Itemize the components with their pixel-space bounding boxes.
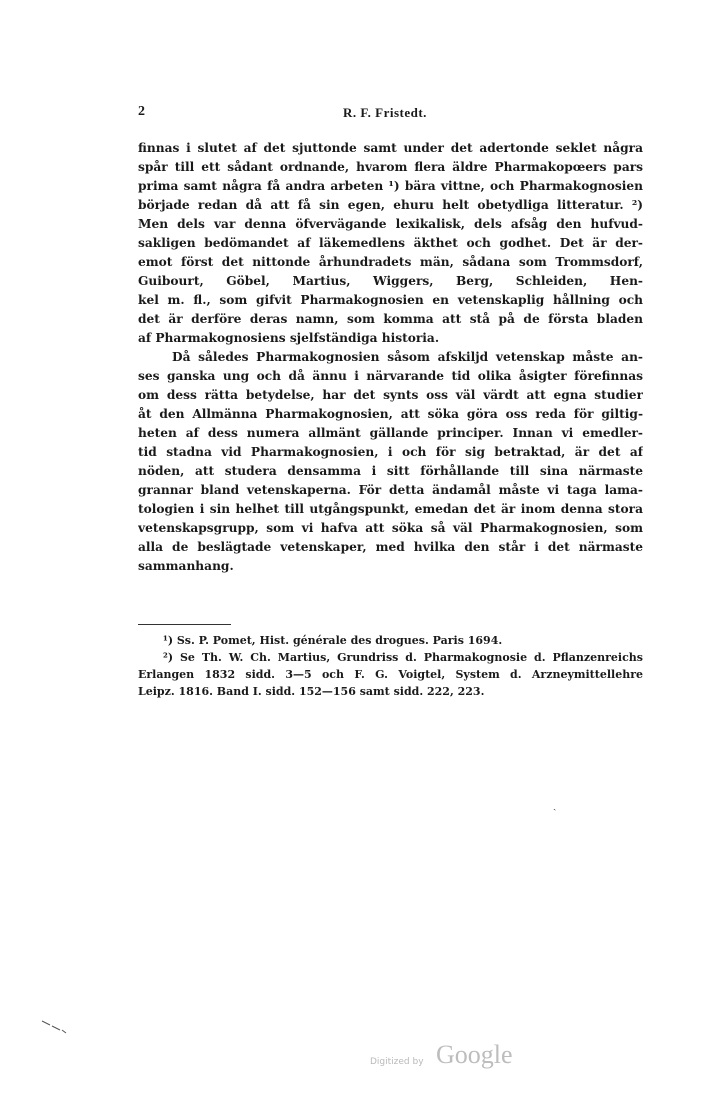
text-line: tologien i sin helhet till utgångspunkt, emedan det är inom denna stora [138, 502, 643, 516]
text-line: Då således Pharmakognosien såsom afskiljd vetenskap måste an- [172, 350, 643, 364]
stray-ink-mark: ˎ [553, 800, 557, 811]
footnote-2-continuation: Erlangen 1832 sidd. 3—5 och F. G. Voigtel, System d. Arzneymittellehre [138, 668, 643, 681]
footnote-2-continuation: Leipz. 1816. Band I. sidd. 152—156 samt sidd. 222, 223. [138, 685, 485, 698]
footnote-2: ²) Se Th. W. Ch. Martius, Grundriss d. Pharmakognosie d. Pflanzenreichs [163, 651, 643, 664]
running-head-author: R. F. Fristedt. [343, 105, 427, 120]
text-line: började redan då att få sin egen, ehuru helt obetydliga litteratur. ²) [138, 198, 643, 212]
text-line: om dess rätta betydelse, har det synts oss väl värdt att egna studier [138, 388, 643, 402]
watermark-prefix: Digitized by [370, 1057, 424, 1067]
text-line: finnas i slutet af det sjuttonde samt under det adertonde seklet några [138, 141, 643, 155]
text-line: kel m. fl., som gifvit Pharmakognosien en vetenskaplig hållning och [138, 293, 643, 307]
text-line: Guibourt, Göbel, Martius, Wiggers, Berg, Schleiden, Hen- [138, 274, 643, 288]
body-text [138, 139, 643, 576]
text-line: af Pharmakognosiens sjelfständiga historia. [138, 331, 440, 345]
text-line: tid stadna vid Pharmakognosien, i och för sig betraktad, är det af [138, 445, 643, 459]
text-line: emot först det nittonde århundradets män, sådana som Trommsdorf, [138, 255, 643, 269]
footnote-1: ¹) Ss. P. Pomet, Hist. générale des drogues. Paris 1694. [163, 634, 503, 647]
running-head [138, 104, 643, 124]
digitized-by-google-watermark [370, 1040, 530, 1080]
text-line: alla de beslägtade vetenskaper, med hvilka den står i det närmaste [138, 540, 643, 554]
footnotes [138, 632, 643, 700]
text-line: prima samt några få andra arbeten ¹) bära vittne, och Pharmakognosien [138, 179, 643, 193]
text-line: ses ganska ung och då ännu i närvarande tid olika åsigter förefinnas [138, 369, 643, 383]
text-line: heten af dess numera allmänt gällande principer. Innan vi emedler- [138, 426, 643, 440]
text-line: grannar bland vetenskaperna. För detta ändamål måste vi taga lama- [138, 483, 643, 497]
google-logo: Google [436, 1040, 513, 1069]
text-line: sakligen bedömandet af läkemedlens äkthet och godhet. Det är der- [138, 236, 643, 250]
text-line: åt den Allmänna Pharmakognosien, att söka göra oss reda för giltig- [138, 407, 643, 421]
text-line: nöden, att studera densamma i sitt förhållande till sina närmaste [138, 464, 643, 478]
text-line: det är derföre deras namn, som komma att stå på de första bladen [138, 312, 643, 326]
text-line: spår till ett sådant ordnande, hvarom flera äldre Pharmakopœers pars [138, 160, 643, 174]
text-line: vetenskapsgrupp, som vi hafva att söka så väl Pharmakognosien, som [138, 521, 643, 535]
page-number: 2 [138, 104, 145, 119]
scan-artifact-mark [40, 1018, 68, 1034]
text-line: Men dels var denna öfvervägande lexikalisk, dels afsåg den hufvud- [138, 217, 643, 231]
footnote-divider [138, 624, 231, 625]
text-line: sammanhang. [138, 559, 234, 573]
